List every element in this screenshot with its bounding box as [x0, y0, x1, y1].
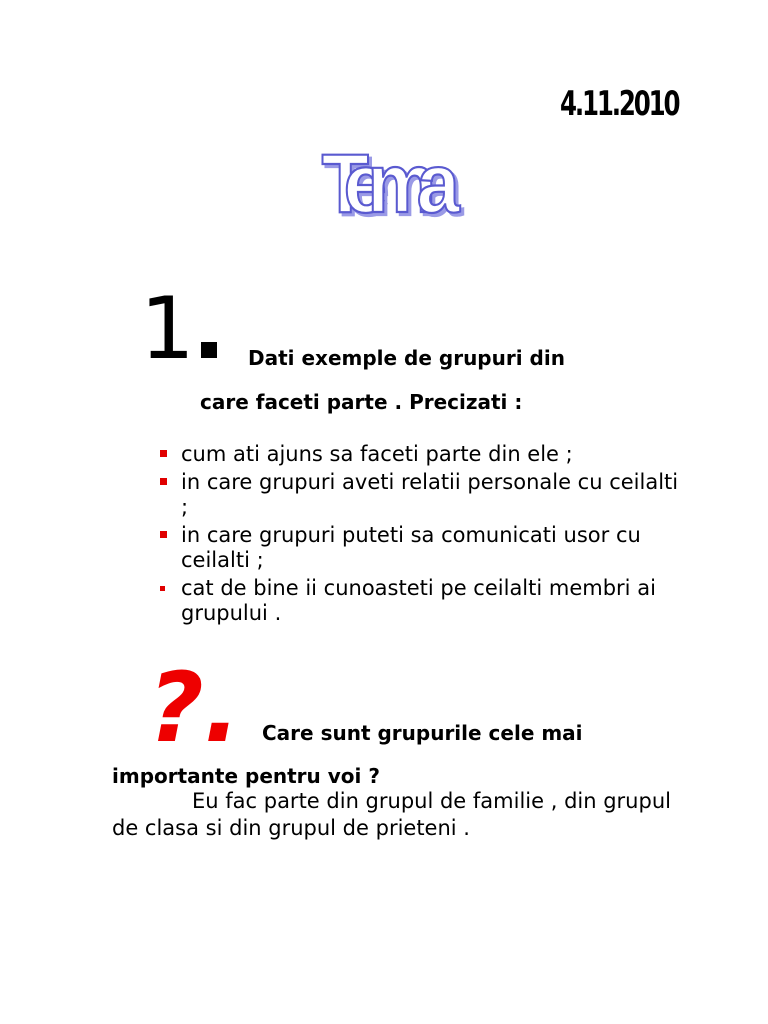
bullet-square-icon [160, 586, 165, 591]
list-item: cum ati ajuns sa faceti parte din ele ; [160, 442, 680, 467]
title-text: Tema [321, 137, 460, 228]
bullet-square-icon [160, 450, 167, 457]
answer-paragraph: Eu fac parte din grupul de familie , din grupul de clasa si din grupul de prieteni . [112, 789, 671, 840]
bullet-square-icon [160, 531, 167, 538]
question1-number: 1 [140, 286, 217, 372]
bullet-square-icon [160, 478, 167, 485]
date-text: 4.11.2010 [560, 84, 679, 124]
list-item: in care grupuri puteti sa comunicati usor cu ceilalti ; [160, 523, 680, 573]
question1-bullet-list [160, 442, 680, 629]
question2-line1: Care sunt grupurile cele mai [262, 721, 583, 745]
list-item: in care grupuri aveti relatii personale cu ceilalti ; [160, 470, 680, 520]
number-dot [201, 342, 217, 358]
question2-mark: ?. [148, 652, 241, 764]
question2-line2: importante pentru voi ? [112, 764, 380, 788]
title-wordart [318, 128, 468, 228]
question1-line2: care faceti parte . Precizati : [200, 390, 523, 414]
list-item: cat de bine ii cunoasteti pe ceilalti membri ai grupului . [160, 576, 680, 626]
question1-line1: Dati exemple de grupuri din [248, 346, 565, 370]
